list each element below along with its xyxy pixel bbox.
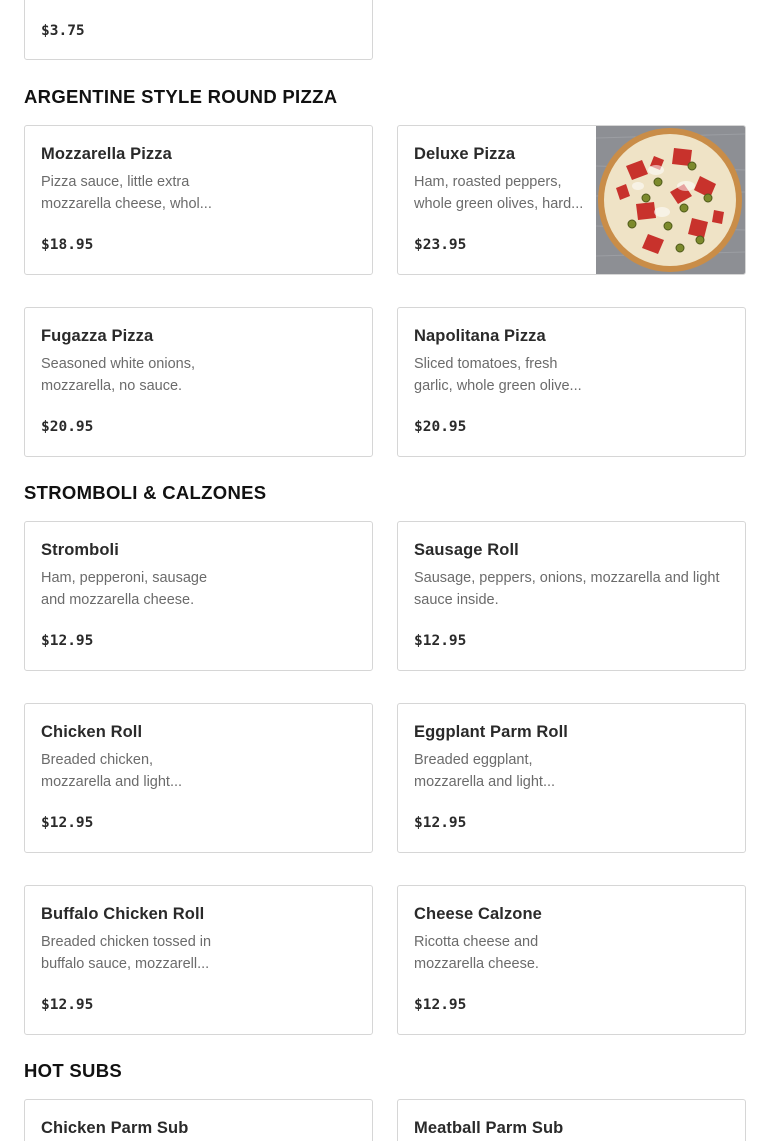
item-name: Stromboli — [41, 541, 119, 559]
item-name: Deluxe Pizza — [414, 145, 516, 163]
item-description: Ham, pepperoni, sausage and mozzarella cheese. — [41, 570, 208, 608]
item-price: $12.95 — [414, 633, 467, 649]
item-description: Breaded eggplant, mozzarella and light... — [414, 752, 556, 790]
item-price: $20.95 — [41, 419, 94, 435]
pizza-photo — [596, 126, 745, 274]
item-name: Meatball Parm Sub — [414, 1119, 564, 1137]
menu-item-deluxe-pizza[interactable] — [397, 125, 746, 275]
menu-item-cheese-calzone[interactable] — [397, 885, 746, 1035]
section-title-stromboli-calzones: STROMBOLI & CALZONES — [24, 482, 267, 503]
item-price: $12.95 — [414, 815, 467, 831]
item-price: $3.75 — [41, 23, 85, 39]
item-name: Buffalo Chicken Roll — [41, 905, 205, 923]
item-name: Cheese Calzone — [414, 905, 542, 923]
item-price: $18.95 — [41, 237, 94, 253]
item-description: Seasoned white onions, mozzarella, no sauce. — [41, 356, 195, 394]
menu-item-sausage-roll[interactable] — [397, 521, 746, 671]
item-price: $12.95 — [414, 997, 467, 1013]
item-name: Fugazza Pizza — [41, 327, 154, 345]
menu-item-meatball-parm-sub[interactable] — [397, 1099, 746, 1141]
item-description: Sliced tomatoes, fresh garlic, whole green olive... — [414, 356, 582, 394]
item-description: Ham, roasted peppers, whole green olives, hard... — [414, 174, 584, 212]
item-name: Mozzarella Pizza — [41, 145, 172, 163]
item-price: $12.95 — [41, 633, 94, 649]
menu-item-chicken-roll[interactable] — [24, 703, 373, 853]
item-name: Sausage Roll — [414, 541, 519, 559]
menu-item-stromboli[interactable] — [24, 521, 373, 671]
item-description: Pizza sauce, little extra mozzarella cheese, whol... — [41, 174, 212, 212]
item-description: Ricotta cheese and mozzarella cheese. — [414, 934, 539, 972]
item-name: Chicken Roll — [41, 723, 143, 741]
menu-item-buffalo-chicken-roll[interactable] — [24, 885, 373, 1035]
menu-item-chicken-parm-sub[interactable] — [24, 1099, 373, 1141]
section-title-hot-subs: HOT SUBS — [24, 1060, 122, 1081]
menu-item-eggplant-parm-roll[interactable] — [397, 703, 746, 853]
section-title-argentine-pizza: ARGENTINE STYLE ROUND PIZZA — [24, 86, 338, 107]
menu-item-fugazza-pizza[interactable] — [24, 307, 373, 457]
item-price: $12.95 — [41, 815, 94, 831]
item-price: $12.95 — [41, 997, 94, 1013]
menu-item-napolitana-pizza[interactable] — [397, 307, 746, 457]
menu-item-card[interactable] — [24, 0, 373, 60]
item-price: $20.95 — [414, 419, 467, 435]
menu-item-mozzarella-pizza[interactable] — [24, 125, 373, 275]
item-name: Eggplant Parm Roll — [414, 723, 568, 741]
item-description: Sausage, peppers, onions, mozzarella and light sauce inside. — [414, 570, 720, 608]
item-description: Breaded chicken tossed in buffalo sauce, mozzarell... — [41, 934, 212, 972]
item-name: Chicken Parm Sub — [41, 1119, 189, 1137]
item-description: Breaded chicken, mozzarella and light... — [41, 752, 183, 790]
item-name: Napolitana Pizza — [414, 327, 546, 345]
item-price: $23.95 — [414, 237, 467, 253]
